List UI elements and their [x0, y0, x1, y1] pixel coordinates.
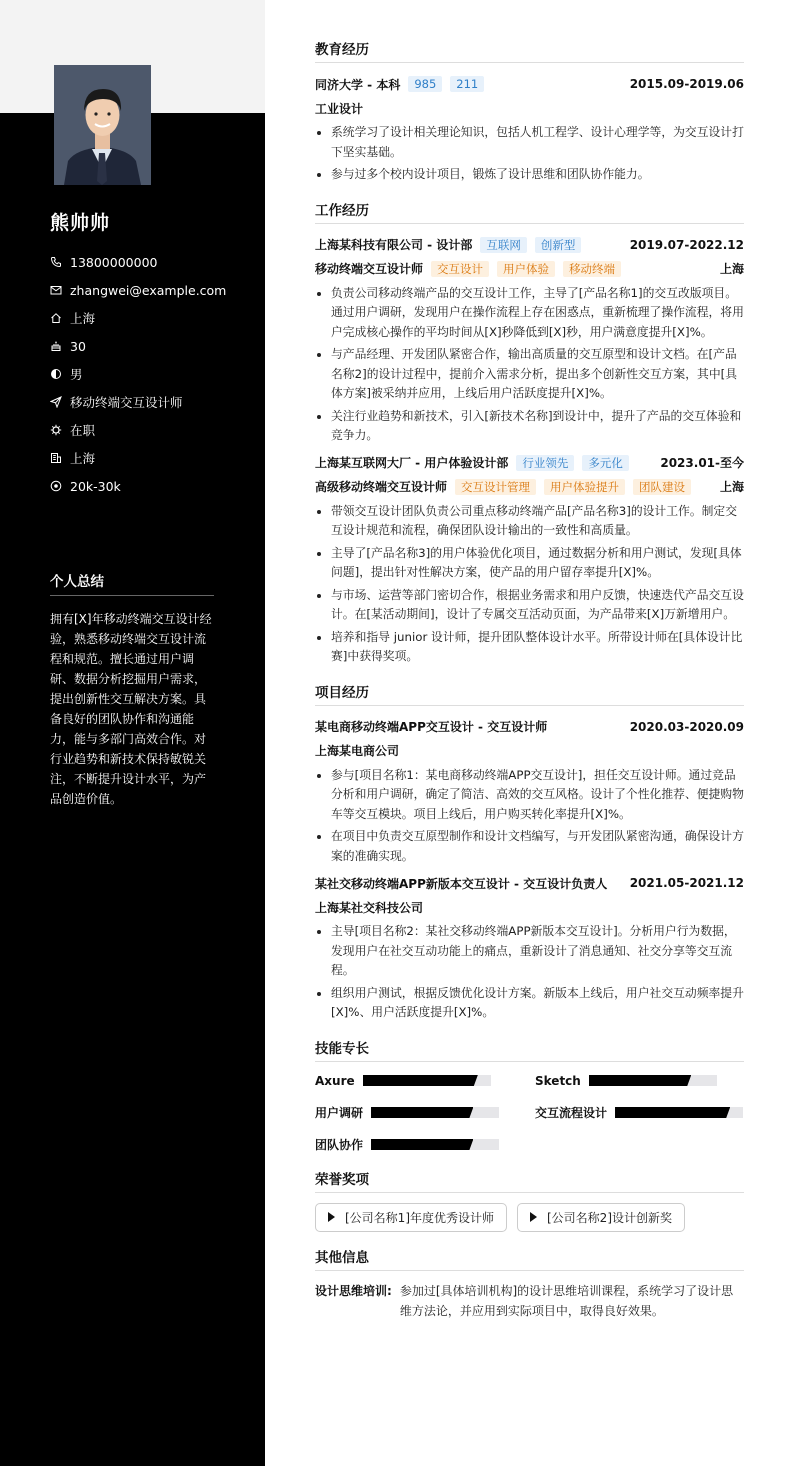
school-name: 同济大学 - 本科: [315, 77, 401, 92]
profile-name: 熊帅帅: [50, 212, 111, 234]
awards-section: [315, 1168, 744, 1232]
send-icon: [50, 396, 62, 408]
role-tag: 移动终端: [563, 261, 621, 277]
other-section: [315, 1246, 744, 1321]
age-value: 30: [70, 338, 86, 354]
skill-level-fill: [363, 1075, 478, 1086]
project-date: 2021.05-2021.12: [629, 876, 744, 890]
role-name: 高级移动终端交互设计师: [315, 480, 448, 494]
role-tag: 交互设计: [431, 261, 489, 277]
main-content: [315, 38, 744, 1335]
award-item[interactable]: [315, 1203, 507, 1232]
project-entry: [315, 872, 744, 1023]
avatar: [54, 65, 151, 185]
project-name: 某社交移动终端APP新版本交互设计 - 交互设计负责人: [315, 876, 608, 891]
education-section: [315, 38, 744, 185]
phone-icon: [50, 256, 62, 268]
company-name: 上海某互联网大厂 - 用户体验设计部: [315, 456, 509, 470]
projects-title: 项目经历: [315, 681, 744, 706]
cake-icon: [50, 340, 62, 352]
education-major-row: [315, 95, 744, 121]
skill-level-fill: [371, 1107, 473, 1118]
email-value: zhangwei@example.com: [70, 282, 227, 298]
list-item: 在项目中负责交互原型制作和设计文档编写，与开发团队紧密沟通，确保设计方案的准确实现。: [315, 827, 744, 866]
role-tag: 交互设计管理: [455, 479, 536, 495]
skill-item: [315, 1136, 535, 1154]
skill-item: [535, 1072, 744, 1090]
projects-section: [315, 681, 744, 1023]
school-tag: 985: [408, 76, 442, 92]
work-bullets: [315, 284, 744, 446]
status-icon: [50, 424, 62, 436]
work-location: 上海: [719, 480, 744, 494]
project-company: 上海某电商公司: [315, 744, 400, 758]
skills-grid: [315, 1072, 744, 1154]
other-text: 参加过[具体培训机构]的设计思维培训课程，系统学习了设计思维方法论，并应用到实际项目中，取得良好效果。: [399, 1283, 734, 1318]
list-item: 与市场、运营等部门密切合作，根据业务需求和用户反馈，快速迭代产品交互设计。在[某活动期间]，设计了专属交互活动页面，为产品带来[X]万新增用户。: [315, 586, 744, 625]
play-icon: [530, 1212, 537, 1222]
info-email: [50, 276, 226, 304]
work-date: 2019.07-2022.12: [629, 237, 744, 252]
position-value: 移动终端交互设计师: [70, 395, 183, 410]
skill-name: 交互流程设计: [535, 1106, 608, 1120]
project-entry: [315, 716, 744, 867]
project-header: [315, 872, 744, 894]
project-header: [315, 716, 744, 738]
list-item: 负责公司移动终端产品的交互设计工作，主导了[产品名称1]的交互改版项目。通过用户调研，发现用户在操作流程上存在困惑点，重新梳理了操作流程，将用户完成核心操作的平均时间从[X]秒降低到[X]秒，用户满意度提升[X]%。: [315, 284, 744, 343]
work-city-value: 上海: [70, 451, 96, 466]
mail-icon: [50, 284, 62, 296]
skill-level-fill: [615, 1107, 730, 1118]
work-role-row: [315, 474, 744, 500]
major: 工业设计: [315, 101, 364, 116]
skill-level-bar: [371, 1139, 499, 1150]
education-header: [315, 73, 744, 95]
info-position: [50, 388, 226, 416]
skill-name: Axure: [315, 1073, 355, 1088]
project-company-row: [315, 738, 744, 764]
work-location: 上海: [719, 262, 744, 276]
summary-text: 拥有[X]年移动终端交互设计经验，熟悉移动终端交互设计流程和规范。擅长通过用户调研、数据分析挖掘用户需求，提出创新性交互解决方案。具备良好的团队协作和沟通能力，能与多部门高效合作。对行业趋势和新技术保持敏锐关注，不断提升设计水平，为产品创造价值。: [50, 612, 212, 806]
education-date: 2015.09-2019.06: [629, 77, 744, 91]
work-date: 2023.01-至今: [660, 456, 744, 470]
gender-icon: [50, 368, 62, 380]
project-bullets: [315, 922, 744, 1023]
sidebar: [0, 0, 265, 1466]
skill-level-fill: [371, 1139, 473, 1150]
project-date: 2020.03-2020.09: [629, 719, 744, 734]
skill-item: [535, 1104, 744, 1122]
education-bullets: [315, 123, 744, 185]
skill-level-fill: [589, 1075, 691, 1086]
skill-name: Sketch: [535, 1073, 581, 1088]
other-title: 其他信息: [315, 1246, 744, 1271]
skill-level-bar: [589, 1075, 717, 1086]
skills-section: [315, 1037, 744, 1154]
contact-info-list: [50, 248, 226, 500]
awards-title: 荣誉奖项: [315, 1168, 744, 1193]
skill-name: 团队协作: [315, 1138, 364, 1152]
gender-value: 男: [70, 367, 83, 382]
list-item: 与产品经理、开发团队紧密合作，输出高质量的交互原型和设计文档。在[产品名称2]的设计过程中，提前介入需求分析，提出多个创新性交互方案，其中[具体方案]被采纳并应用，上线后用户活跃度提升[X]%。: [315, 345, 744, 404]
other-row: [315, 1281, 744, 1321]
skill-level-bar: [371, 1107, 499, 1118]
awards-list: [315, 1203, 744, 1232]
city-value: 上海: [70, 311, 96, 326]
award-item[interactable]: [517, 1203, 685, 1232]
building-icon: [50, 452, 62, 464]
company-name: 上海某科技有限公司 - 设计部: [315, 238, 473, 252]
company-tag: 互联网: [480, 237, 527, 253]
work-entry: [315, 234, 744, 446]
info-age: [50, 332, 226, 360]
info-salary: [50, 472, 226, 500]
role-tag: 团队建设: [633, 479, 691, 495]
work-role-row: [315, 256, 744, 282]
work-header: [315, 234, 744, 256]
role-tag: 用户体验: [497, 261, 555, 277]
skill-item: [315, 1072, 535, 1090]
list-item: 培养和指导 junior 设计师，提升团队整体设计水平。所带设计师在[具体设计比赛]中获得奖项。: [315, 628, 744, 667]
project-name: 某电商移动终端APP交互设计 - 交互设计师: [315, 720, 548, 734]
other-label: 设计思维培训:: [315, 1283, 392, 1298]
project-bullets: [315, 766, 744, 867]
phone-value: 13800000000: [70, 254, 158, 270]
company-tag: 多元化: [582, 455, 629, 471]
skill-level-bar: [615, 1107, 743, 1118]
award-label: [公司名称2]设计创新奖: [547, 1210, 672, 1225]
skills-title: 技能专长: [315, 1037, 744, 1062]
project-company: 上海某社交科技公司: [315, 900, 424, 915]
info-gender: [50, 360, 226, 388]
info-phone: [50, 248, 226, 276]
award-label: [公司名称1]年度优秀设计师: [345, 1210, 494, 1225]
info-work-city: [50, 444, 226, 472]
work-section: [315, 199, 744, 667]
skill-name: 用户调研: [315, 1106, 364, 1120]
work-header: [315, 452, 744, 474]
list-item: 关注行业趋势和新技术，引入[新技术名称]到设计中，提升了产品的交互体验和竞争力。: [315, 407, 744, 446]
company-tag: 行业领先: [516, 455, 574, 471]
role-name: 移动终端交互设计师: [315, 262, 424, 276]
school-tag: 211: [450, 76, 484, 92]
status-value: 在职: [70, 423, 96, 438]
home-icon: [50, 312, 62, 324]
info-city: [50, 304, 226, 332]
project-company-row: [315, 894, 744, 920]
list-item: 组织用户测试，根据反馈优化设计方案。新版本上线后，用户社交互动频率提升[X]%、用户活跃度提升[X]%。: [315, 984, 744, 1023]
list-item: 主导了[产品名称3]的用户体验优化项目，通过数据分析和用户测试，发现[具体问题]，提出针对性解决方案，使产品的用户留存率提升[X]%。: [315, 544, 744, 583]
list-item: 主导[项目名称2：某社交移动终端APP新版本交互设计]。分析用户行为数据，发现用户在社交互动功能上的痛点，重新设计了消息通知、社交分享等交互流程。: [315, 922, 744, 981]
play-icon: [328, 1212, 335, 1222]
skill-level-bar: [363, 1075, 491, 1086]
summary-title: 个人总结: [50, 570, 214, 596]
list-item: 带领交互设计团队负责公司重点移动终端产品[产品名称3]的设计工作。制定交互设计规范和流程，确保团队设计输出的一致性和高质量。: [315, 502, 744, 541]
salary-value: 20k-30k: [70, 478, 121, 494]
work-entry: [315, 452, 744, 667]
education-title: 教育经历: [315, 38, 744, 63]
list-item: 系统学习了设计相关理论知识，包括人机工程学、设计心理学等，为交互设计打下坚实基础。: [315, 123, 744, 162]
list-item: 参与过多个校内设计项目，锻炼了设计思维和团队协作能力。: [315, 165, 744, 185]
list-item: 参与[项目名称1：某电商移动终端APP交互设计]，担任交互设计师。通过竞品分析和用户调研，确定了简洁、高效的交互风格。设计了个性化推荐、便捷购物车等交互模块。项目上线后，用户购买转化率提升[X]%。: [315, 766, 744, 825]
work-title: 工作经历: [315, 199, 744, 224]
salary-icon: [50, 480, 62, 492]
role-tag: 用户体验提升: [544, 479, 625, 495]
skill-item: [315, 1104, 535, 1122]
info-status: [50, 416, 226, 444]
company-tag: 创新型: [535, 237, 582, 253]
work-bullets: [315, 502, 744, 667]
